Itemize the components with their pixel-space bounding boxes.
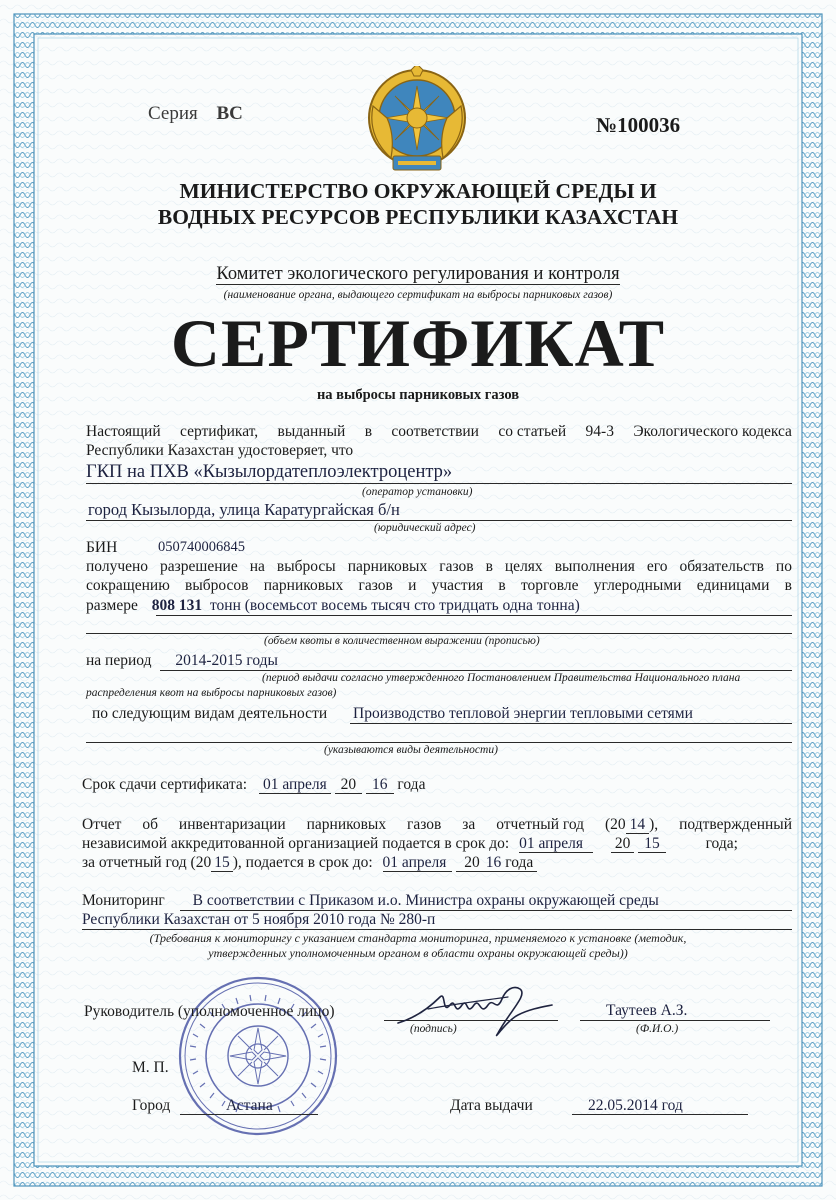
address-caption: (юридический адрес) [374, 522, 476, 534]
deadline-line: Срок сдачи сертификата: 01 апреля 20 16 года [82, 776, 426, 793]
handwritten-signature [388, 975, 558, 1045]
address-value: город Кызылорда, улица Каратургайская б/н [88, 500, 400, 519]
report-line2: независимой аккредитованной организацией подается в срок до: 01 апреля 20 15 года; [82, 835, 738, 852]
report-line1: Отчет об инвентаризации парниковых газов за отчетный год (20 14 ), подтвержденный [82, 816, 792, 833]
monitoring-caption-line1: (Требования к мониторингу с указанием стандарта мониторинга, применяемого к установке (методик, [149, 931, 687, 945]
operator-value: ГКП на ПХВ «Кызылордатеплоэлектроцентр» [86, 462, 453, 482]
series-label: Серия ВС [148, 103, 243, 124]
quota-line: размере 808 131 тонн (восемьсот восемь тысяч сто тридцать одна тонна) [86, 597, 580, 614]
period-caption-line1: (период выдачи согласно утвержденного Постановлением Правительства Национального плана [262, 672, 741, 684]
permission-line2: сокращению выбросов парниковых газов и участия в торговле углеродными единицами в [86, 577, 792, 594]
city-value: Астана [226, 1097, 273, 1114]
period-line: на период 2014-2015 годы [86, 652, 278, 669]
committee-caption: (наименование органа, выдающего сертификат на выбросы парниковых газов) [223, 289, 613, 301]
bin-value: 050740006845 [158, 539, 245, 555]
certificate-subtitle: на выбросы парниковых газов [316, 387, 520, 403]
ministry-title-line2: ВОДНЫХ РЕСУРСОВ РЕСПУБЛИКИ КАЗАХСТАН [157, 205, 679, 229]
intro-line2: Республики Казахстан удостоверяет, что [86, 442, 354, 459]
activity-caption: (указываются виды деятельности) [324, 744, 498, 756]
name-caption: (Ф.И.О.) [636, 1023, 679, 1035]
kazakhstan-emblem [365, 66, 469, 176]
head-label: Руководитель (уполномоченное лицо) [84, 1003, 335, 1020]
committee-name: Комитет экологического регулирования и контроля [216, 264, 620, 284]
report-line3: за отчетный год (20 15 ), подается в срок до: 01 апреля 20 16 года [82, 853, 537, 872]
activity-line: по следующим видам деятельности Производство тепловой энергии тепловыми сетями [92, 705, 693, 722]
issue-date-label: Дата выдачи [450, 1097, 533, 1114]
stamp-place-label: М. П. [132, 1059, 169, 1076]
bin-label: БИН [86, 539, 118, 556]
period-caption-line2: распределения квот на выбросы парниковых газов) [86, 687, 337, 699]
operator-caption: (оператор установки) [362, 486, 473, 498]
quota-caption: (объем квоты в количественном выражении (прописью) [264, 635, 540, 647]
ministry-title-line1: МИНИСТЕРСТВО ОКРУЖАЮЩЕЙ СРЕДЫ И [179, 179, 657, 203]
head-name: Таутеев А.З. [606, 1002, 688, 1019]
monitoring-caption-line2: утвержденных уполномоченным органом в области охраны окружающей среды)) [208, 946, 628, 960]
certificate-title: СЕРТИФИКАТ [170, 305, 666, 381]
city-label: Город [132, 1097, 171, 1114]
intro-line1: Настоящий сертификат, выданный в соответствии со статьей 94-3 Экологического кодекса [86, 423, 792, 440]
monitoring-line2: Республики Казахстан от 5 ноября 2010 года № 280-п [82, 911, 436, 928]
certificate-number: №100036 [596, 113, 681, 137]
issue-date-value: 22.05.2014 год [588, 1097, 683, 1114]
signature-caption: (подпись) [410, 1023, 457, 1035]
permission-line1: получено разрешение на выбросы парниковых газов в целях выполнения его обязательств по [86, 558, 792, 575]
monitoring-line1: Мониторинг В соответствии с Приказом и.о. Министра охраны окружающей среды [82, 892, 659, 909]
